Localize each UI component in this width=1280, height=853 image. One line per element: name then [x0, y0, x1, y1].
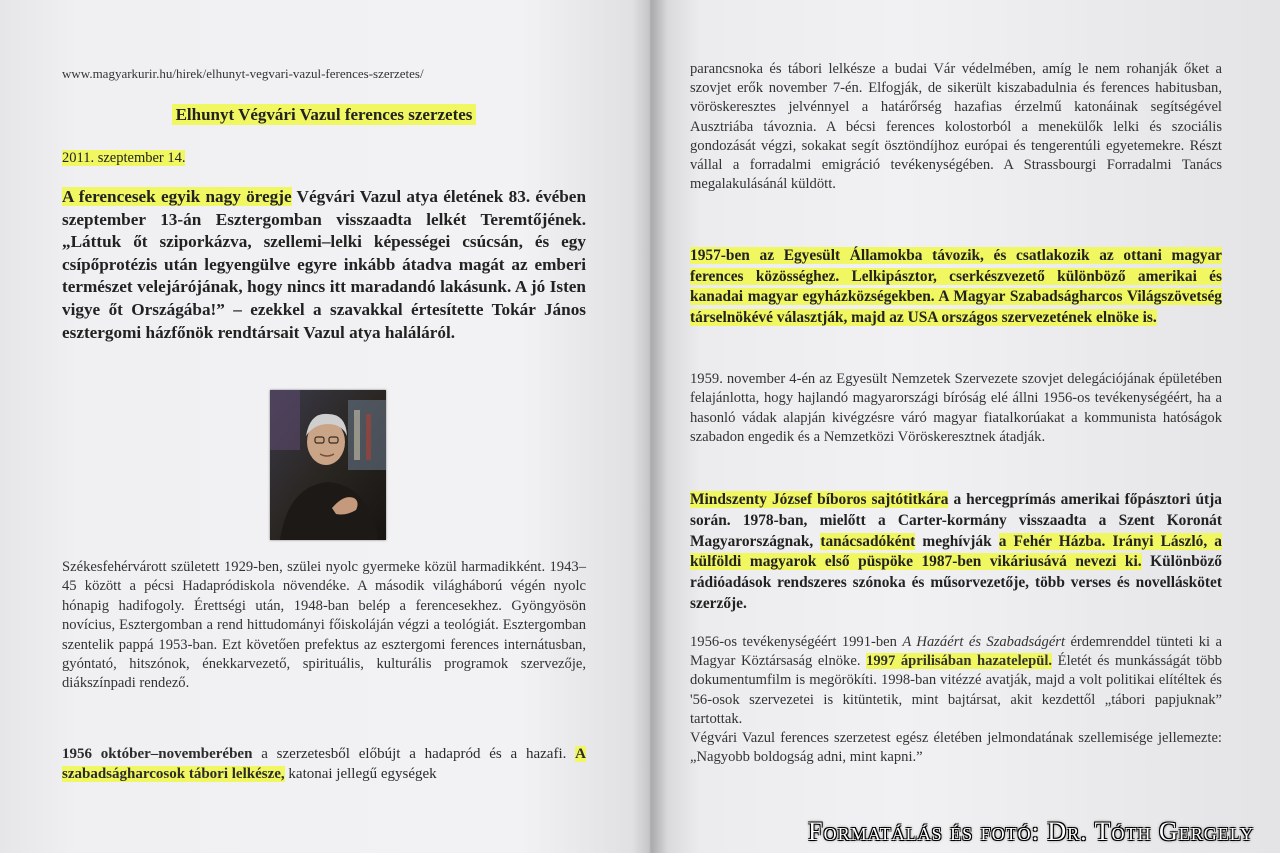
article-date-text: 2011. szeptember 14. — [62, 150, 186, 166]
paragraph-motto: Végvári Vazul ferences szerzetest egész életében jelmondatának szellemisége jellemezte: „Nagyobb boldogság adni, mint kapni.” — [690, 730, 1222, 766]
paragraph-1957 — [690, 246, 1222, 328]
source-url: www.magyarkurir.hu/hirek/elhunyt-vegvari-vazul-ferences-szerzetes/ — [62, 66, 424, 81]
text-run: 1956-os tevékenységéért 1991-ben — [690, 634, 903, 650]
text-run: érdemrenddel tünteti ki a Magyar Köztársaság elnöke. — [690, 634, 1222, 670]
text-run: Mindszenty József bíboros sajtótitkára — [690, 491, 949, 508]
text-run: A Hazáért és Szabadságért — [902, 634, 1066, 650]
photo-credit-caption: Formatálás és fotó: Dr. Tóth Gergely — [808, 817, 1254, 846]
portrait-image — [270, 390, 386, 540]
paragraph-mindszenty — [690, 490, 1222, 615]
text-run: Különböző rádióadások rendszeres szónoka és műsorvezetője, több verses és novelláskötet szerzője. — [690, 553, 1222, 612]
article-date — [62, 150, 185, 167]
text-run: katonai jellegű egységek — [284, 766, 437, 782]
book-gutter — [632, 0, 668, 853]
article-title-text: Elhunyt Végvári Vazul ferences szerzetes — [172, 104, 477, 125]
biography-paragraph: Székesfehérvárott született 1929-ben, szülei nyolc gyermeke közül harmadikként. 1943–45 között a pécsi Hadapródiskola növendéke. A második világháború végén nyolc hónapig hadifogoly. Érettségi után, 1948-ban belép a ferencesekhez. Gyöngyösön novícius, Esztergomban a rend hittudományi főiskoláján végzi a teológiát. Esztergomban szentelik pappá 1953-ban. Ezt követően prefektus az esztergomi ferences internátusban, gyóntató, hitszónok, énekkarvezető, spirituális, kulturális programok szervezője, diákszínpadi rendező. — [62, 559, 586, 692]
text-run: Végvári Vazul atya életének 83. évében szeptember 13-án Esztergomban visszaadta lelkét Teremtőjének. „Láttuk őt sziporkázva, szellemi–lelki képességei csúcsán, és egy csípőprotézis után legyengülve egyre inkább átadva magát az emberi természet velejárójának, hogy nincs itt maradandó lakásunk. A jó Isten vigye őt Országába!” – ezekkel a szavakkal értesítette Tokár János esztergomi házfőnök rendtársait Vazul atya haláláról. — [62, 187, 586, 342]
paragraph-1959: 1959. november 4-én az Egyesült Nemzetek Szervezete szovjet delegációjának épületében felajánlotta, hogy hajlandó magyarországi bíróság elé állni 1956-os tevékenységéért, ha a hasonló vádak alapján kivégzésre váró magyar fiatalkorúakat a kommunista hatóságok szabadon engedik és a Nemzetközi Vöröskeresztnek átadják. — [690, 371, 1222, 446]
paragraph-honors — [690, 633, 1222, 767]
paragraph-1957-highlight: 1957-ben az Egyesült Államokba távozik, és csatlakozik az ottani magyar ferences közösséghez. Lelkipásztor, cserkészvezető különböző amerikai és kanadai magyar egyházközségekben. A Magyar Szabadságharcos Világszövetség társelnökévé választják, majd az USA országos szervezetének elnöke is. — [690, 247, 1222, 326]
portrait-photo — [270, 390, 386, 540]
text-run: meghívják — [915, 532, 999, 550]
paragraph-1991 — [690, 633, 1222, 729]
article-title — [62, 105, 586, 125]
text-run: 1956 október–novemberében — [62, 746, 253, 762]
lead-paragraph — [62, 186, 586, 344]
text-run: A szabadságharcosok tábori lelkésze, — [62, 746, 586, 782]
text-run: Életét és munkásságát több dokumentumfilm is megörökíti. 1998-ban vitézzé avatják, majd a volt politikai elítéltek és '56-osok szervezetei is kitüntetik, mint bajtársat, akit kezdettől „tábori papjuknak” tartottak. — [690, 653, 1222, 727]
text-run: a hercegprímás amerikai főpásztori útja során. 1978-ban, mielőtt a Carter-kormány visszaadta a Szent Koronát Magyarországnak, — [690, 491, 1222, 550]
text-run: 1997 áprilisában hazatelepül. — [866, 653, 1053, 670]
text-run: A ferencesek egyik nagy öregje — [62, 187, 292, 206]
paragraph-budai-var: parancsnoka és tábori lelkésze a budai Vár védelmében, amíg le nem rohanják őket a szovjet erők november 7-én. Elfogják, de sikerült kiszabadulnia és ferences habitusban, vöröskeresztes jelvénnyel a határőrség hazafias érzelmű katonáinak segítségével Ausztriába távoznia. A bécsi ferences kolostorból a menekülők lelki és szociális gondozását végzi, sokakat segít ösztöndíjhoz európai és tengerentúli egyetemekre. Részt vállal a forradalmi emigráció tevékenységében. A Strassbourgi Forradalmi Tanács megalakulásánál küldött. — [690, 61, 1222, 193]
text-run: a Fehér Házba. Irányi László, a külföldi magyarok első püspöke 1987-ben vikáriusává nevezi ki. — [690, 532, 1222, 571]
paragraph-1956 — [62, 744, 586, 784]
text-run: tanácsadóként — [820, 532, 916, 550]
text-run: a szerzetesből előbújt a hadapród és a hazafi. — [252, 746, 576, 762]
